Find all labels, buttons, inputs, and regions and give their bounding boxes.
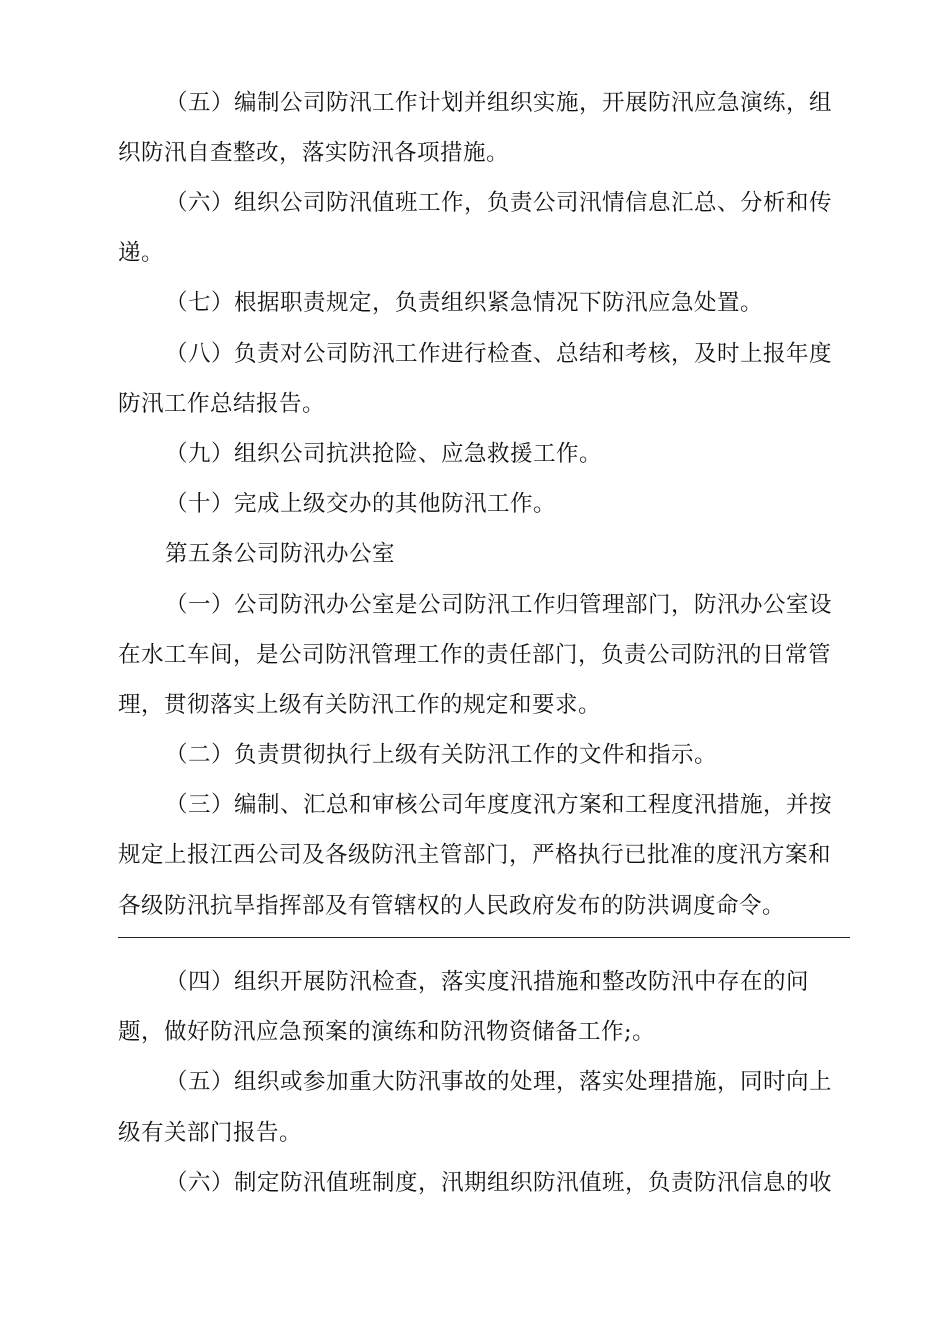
paragraph-line: （八）负责对公司防汛工作进行检查、总结和考核，及时上报年度	[165, 341, 833, 367]
paragraph-line: 各级防汛抗旱指挥部及有管辖权的人民政府发布的防洪调度命令。	[118, 893, 786, 919]
paragraph-line: （一）公司防汛办公室是公司防汛工作归管理部门，防汛办公室设	[165, 592, 833, 618]
paragraph-line: （五）组织或参加重大防汛事故的处理，落实处理措施，同时向上	[165, 1069, 833, 1095]
section-heading: 第五条公司防汛办公室	[165, 541, 396, 567]
paragraph-line: 织防汛自查整改，落实防汛各项措施。	[118, 140, 510, 166]
paragraph-line: 理，贯彻落实上级有关防汛工作的规定和要求。	[118, 692, 602, 718]
paragraph-line: （六）制定防汛值班制度，汛期组织防汛值班，负责防汛信息的收	[165, 1170, 833, 1196]
paragraph-line: （六）组织公司防汛值班工作，负责公司汛情信息汇总、分析和传	[165, 190, 833, 216]
paragraph-line: 在水工车间，是公司防汛管理工作的责任部门，负责公司防汛的日常管	[118, 642, 832, 668]
paragraph-line: （二）负责贯彻执行上级有关防汛工作的文件和指示。	[165, 742, 718, 768]
paragraph-line: （九）组织公司抗洪抢险、应急救援工作。	[165, 441, 603, 467]
paragraph-line: （五）编制公司防汛工作计划并组织实施，开展防汛应急演练，组	[165, 90, 833, 116]
page-divider	[118, 937, 850, 938]
paragraph-line: 防汛工作总结报告。	[118, 391, 326, 417]
paragraph-line: （七）根据职责规定，负责组织紧急情况下防汛应急处置。	[165, 290, 764, 316]
paragraph-line: （四）组织开展防汛检查，落实度汛措施和整改防汛中存在的问	[165, 969, 810, 995]
paragraph-line: 规定上报江西公司及各级防汛主管部门，严格执行已批准的度汛方案和	[118, 842, 832, 868]
paragraph-line: 递。	[118, 240, 165, 266]
paragraph-line: （三）编制、汇总和审核公司年度度汛方案和工程度汛措施，并按	[165, 792, 833, 818]
paragraph-line: 题，做好防汛应急预案的演练和防汛物资储备工作;。	[118, 1019, 656, 1045]
paragraph-line: 级有关部门报告。	[118, 1120, 303, 1146]
paragraph-line: （十）完成上级交办的其他防汛工作。	[165, 491, 557, 517]
